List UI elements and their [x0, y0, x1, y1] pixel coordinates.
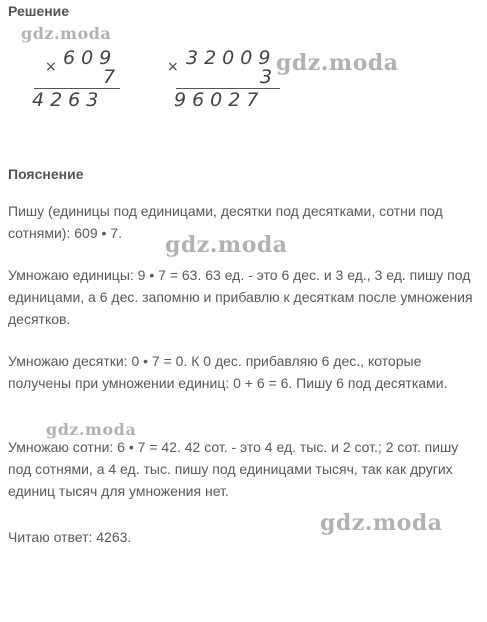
multiplicand: 32009 — [186, 47, 277, 69]
multiply-sign: × — [167, 59, 179, 75]
explanation-paragraph: Читаю ответ: 4263. — [8, 529, 132, 545]
watermark: gdz.moda — [320, 510, 443, 536]
multiplier: 7 — [103, 66, 122, 88]
explanation-heading: Пояснение — [8, 166, 84, 182]
multiplicand: 609 — [63, 47, 118, 69]
watermark: gdz.moda — [46, 420, 137, 439]
result: 96027 — [174, 89, 265, 111]
explanation-paragraph: Умножаю сотни: 6 • 7 = 42. 42 сот. - это 4 ед. тыс. и 2 сот.; 2 сот. пишу под сотнями, а 4 ед. тыс. пишу под единицами тысяч, так как других единиц тысяч для умножения нет. — [8, 439, 459, 499]
watermark: gdz.moda — [21, 24, 112, 43]
watermark: gdz.moda — [276, 50, 399, 76]
explanation-paragraph: Умножаю единицы: 9 • 7 = 63. 63 ед. - это 6 дес. и 3 ед., 3 ед. пишу под единицами, а 6 дес. запомню и прибавлю к десяткам после умножения десятков. — [8, 267, 473, 327]
multiply-sign: × — [45, 59, 57, 75]
watermark: gdz.moda — [165, 232, 288, 258]
column-multiplication-2 — [0, 0, 300, 120]
multiplier: 3 — [260, 66, 279, 88]
explanation-paragraph: Пишу (единицы под единицами, десятки под десятками, сотни под сотнями): 609 • 7. — [8, 203, 443, 241]
result: 4263 — [32, 89, 105, 111]
explanation-paragraph: Умножаю десятки: 0 • 7 = 0. К 0 дес. прибавляю 6 дес., которые получены при умножении единиц: 0 + 6 = 6. Пишу 6 под десятками. — [8, 353, 448, 391]
solution-heading: Решение — [8, 3, 70, 19]
